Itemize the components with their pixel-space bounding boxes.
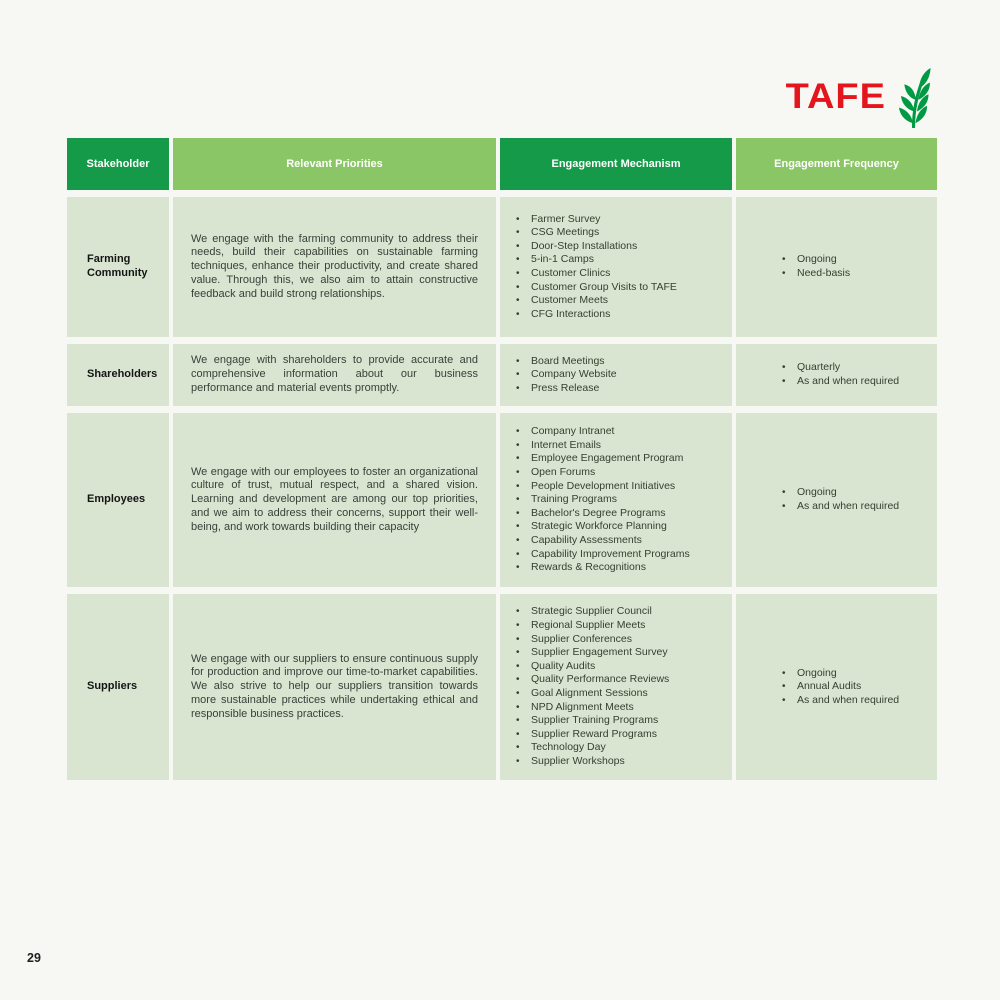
engagement-frequency-cell: [736, 344, 937, 406]
list-item: • Capability Improvement Programs: [514, 548, 726, 562]
list-item: • Bachelor's Degree Programs: [514, 507, 726, 521]
list-item: • People Development Initiatives: [514, 480, 726, 494]
list-item: • Board Meetings: [514, 355, 726, 369]
list-item: • Training Programs: [514, 493, 726, 507]
list-item: • Employee Engagement Program: [514, 452, 726, 466]
stakeholder-name: Suppliers: [67, 594, 169, 780]
engagement-frequency-list: [780, 361, 931, 388]
list-item: • As and when required: [780, 694, 931, 708]
engagement-mechanism-cell: [500, 344, 732, 406]
stakeholder-name: Shareholders: [67, 344, 169, 406]
list-item: • Goal Alignment Sessions: [514, 687, 726, 701]
list-item: • Customer Group Visits to TAFE: [514, 281, 726, 295]
page-number: 29: [27, 951, 41, 965]
list-item: • As and when required: [780, 375, 931, 389]
list-item: • Ongoing: [780, 667, 931, 681]
list-item: • Need-basis: [780, 267, 931, 281]
list-item: • Strategic Workforce Planning: [514, 520, 726, 534]
list-item: • Supplier Workshops: [514, 755, 726, 769]
list-item: • Quality Audits: [514, 660, 726, 674]
engagement-frequency-cell: [736, 197, 937, 337]
list-item: • 5-in-1 Camps: [514, 253, 726, 267]
list-item: • Strategic Supplier Council: [514, 605, 726, 619]
engagement-frequency-list: [780, 253, 931, 280]
column-header-relevant-priorities: Relevant Priorities: [173, 138, 496, 190]
list-item: • Capability Assessments: [514, 534, 726, 548]
column-header-engagement-frequency: Engagement Frequency: [736, 138, 937, 190]
engagement-mechanism-cell: [500, 594, 732, 780]
list-item: • Open Forums: [514, 466, 726, 480]
list-item: • Company Website: [514, 368, 726, 382]
relevant-priorities-text: We engage with shareholders to provide accurate and comprehensive information about our business performance and material events promptly.: [173, 344, 496, 406]
list-item: • Annual Audits: [780, 680, 931, 694]
tafe-logo: [786, 66, 937, 128]
list-item: • Ongoing: [780, 486, 931, 500]
engagement-mechanism-cell: [500, 197, 732, 337]
list-item: • CSG Meetings: [514, 226, 726, 240]
relevant-priorities-text: We engage with our employees to foster an organizational culture of trust, mutual respect, and a shared vision. Learning and development are among our top priorities, and we aim to address their concerns, support their well-being, and work towards building their capacity: [173, 413, 496, 587]
relevant-priorities-text: We engage with the farming community to address their needs, build their capabilities on sustainable farming techniques, enhance their productivity, and create shared value. Through this, we also aim to attain constructive feedback and build strong relationships.: [173, 197, 496, 337]
list-item: • Supplier Reward Programs: [514, 728, 726, 742]
list-item: • Rewards & Recognitions: [514, 561, 726, 575]
list-item: • Regional Supplier Meets: [514, 619, 726, 633]
column-header-stakeholder: Stakeholder: [67, 138, 169, 190]
stakeholder-name: Farming Community: [67, 197, 169, 337]
list-item: • Internet Emails: [514, 439, 726, 453]
engagement-frequency-list: [780, 486, 931, 513]
list-item: • Farmer Survey: [514, 213, 726, 227]
list-item: • Customer Clinics: [514, 267, 726, 281]
stakeholder-engagement-table: [67, 138, 937, 780]
list-item: • Supplier Training Programs: [514, 714, 726, 728]
wheat-ear-icon: [891, 66, 937, 128]
list-item: • Quality Performance Reviews: [514, 673, 726, 687]
list-item: • Customer Meets: [514, 294, 726, 308]
list-item: • NPD Alignment Meets: [514, 701, 726, 715]
list-item: • Supplier Conferences: [514, 633, 726, 647]
engagement-mechanism-list: [514, 605, 726, 768]
list-item: • Ongoing: [780, 253, 931, 267]
engagement-mechanism-cell: [500, 413, 732, 587]
engagement-mechanism-list: [514, 213, 726, 322]
stakeholder-name: Employees: [67, 413, 169, 587]
column-header-engagement-mechanism: Engagement Mechanism: [500, 138, 732, 190]
list-item: • Door-Step Installations: [514, 240, 726, 254]
list-item: • Company Intranet: [514, 425, 726, 439]
list-item: • Quarterly: [780, 361, 931, 375]
list-item: • CFG Interactions: [514, 308, 726, 322]
list-item: • Supplier Engagement Survey: [514, 646, 726, 660]
list-item: • Press Release: [514, 382, 726, 396]
engagement-mechanism-list: [514, 425, 726, 575]
engagement-frequency-cell: [736, 413, 937, 587]
tafe-logo-text: TAFE: [785, 77, 886, 117]
engagement-mechanism-list: [514, 355, 726, 396]
engagement-frequency-cell: [736, 594, 937, 780]
relevant-priorities-text: We engage with our suppliers to ensure continuous supply for production and improve our time-to-market capabilities. We also strive to help our suppliers transition towards more sustainable practices while undertaking ethical and responsible business practices.: [173, 594, 496, 780]
engagement-frequency-list: [780, 667, 931, 708]
list-item: • Technology Day: [514, 741, 726, 755]
list-item: • As and when required: [780, 500, 931, 514]
